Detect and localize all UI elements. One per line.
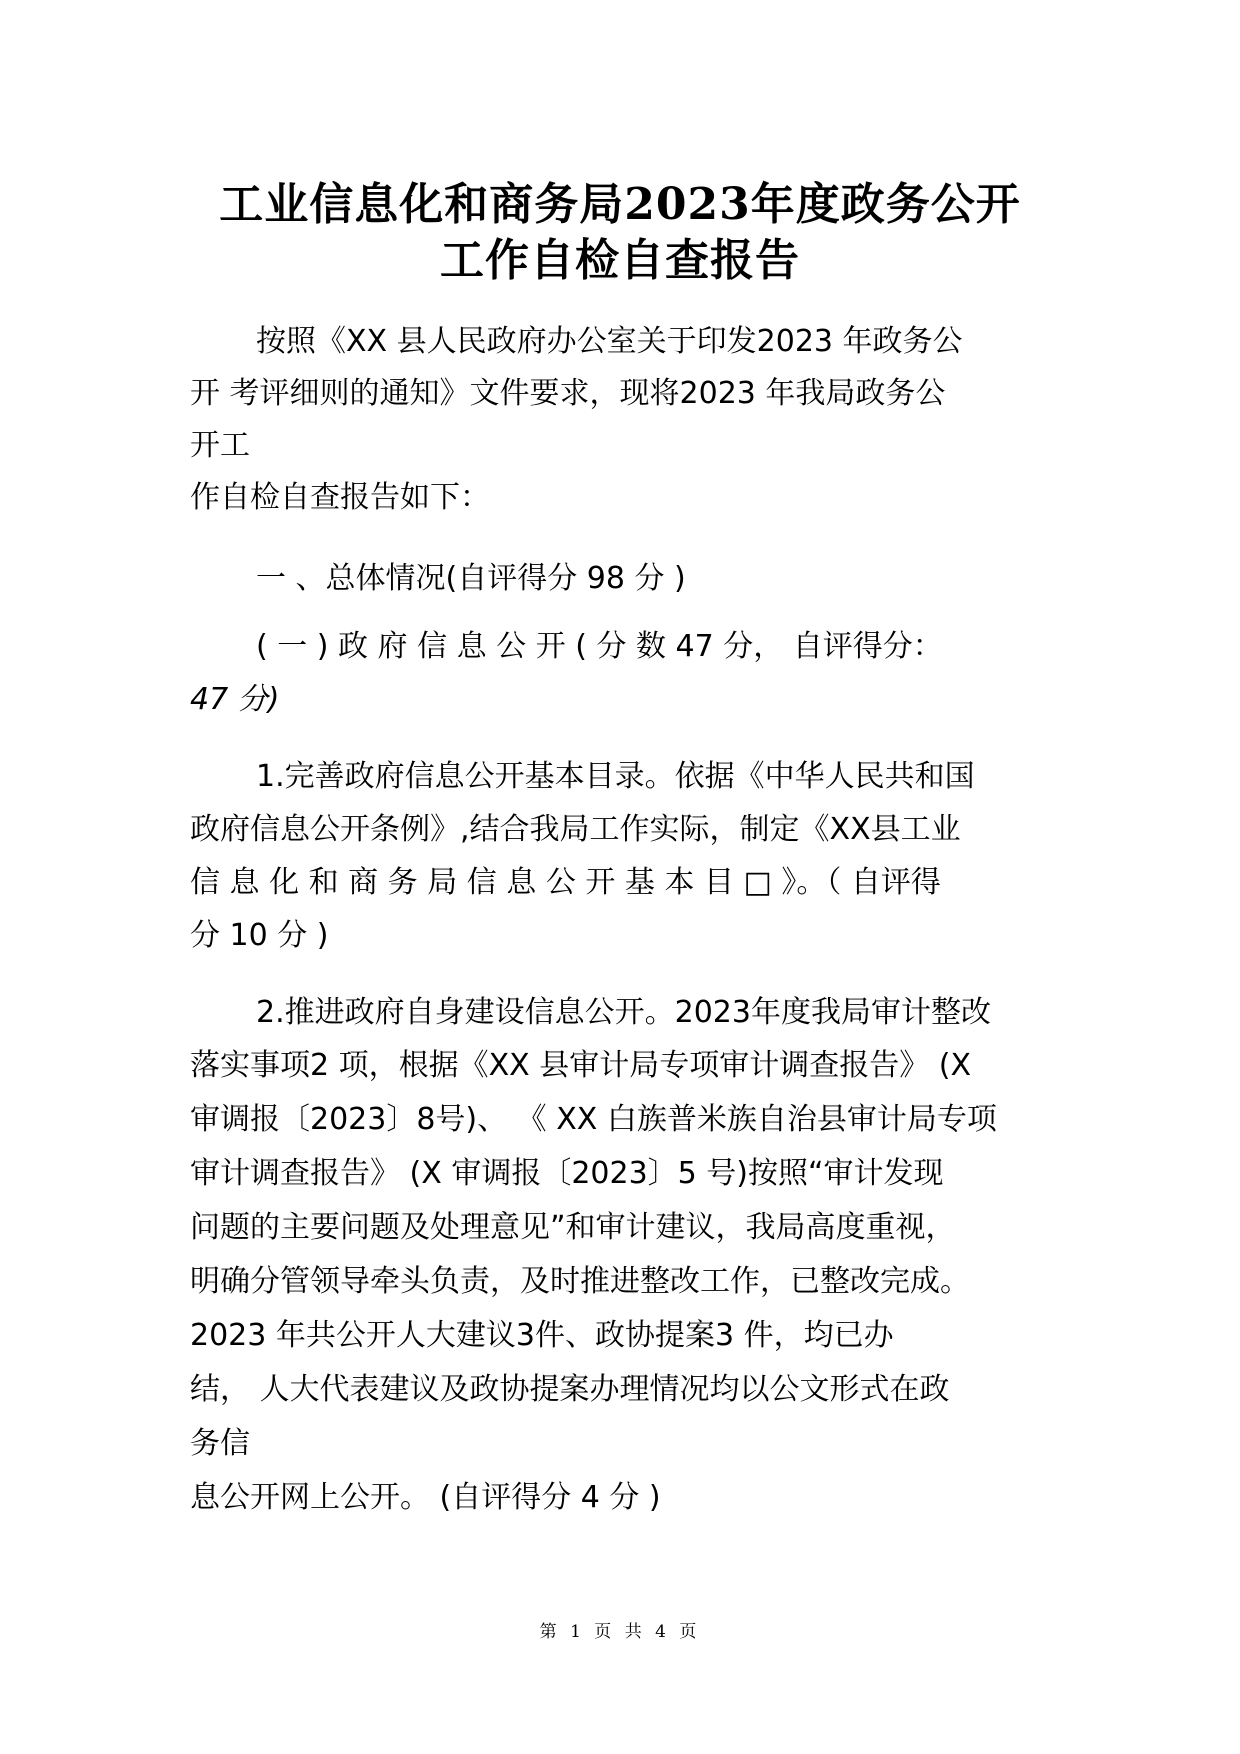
body-line: 问题的主要问题及处理意见”和审计建议，我局高度重视， [190, 1210, 956, 1245]
body-line: 1.完善政府信息公开基本目录。依据《中华人民共和国 [256, 759, 975, 794]
document-title-line-2: 工作自检自查报告 [440, 235, 800, 286]
body-line: 结， 人大代表建议及政协提案办理情况均以公文形式在政 [190, 1372, 950, 1407]
section-heading: 一 、总体情况(自评得分 98 分 ) [256, 561, 686, 596]
body-line: 2.推进政府自身建设信息公开。2023年度我局审计整改 [256, 995, 991, 1030]
body-line: 信 息 化 和 商 务 局 信 息 公 开 基 本 目 □ 》。（ 自评得 [190, 865, 941, 900]
page-footer: 第 1 页 共 4 页 [539, 1622, 701, 1642]
body-line: 政府信息公开条例》,结合我局工作实际，制定《XX县工业 [190, 812, 961, 847]
body-line: 审调报〔2023〕8号)、 《 XX 白族普米族自治县审计局专项 [190, 1102, 997, 1137]
subsection-heading-cont: 47 分) [190, 682, 280, 717]
body-line: 开工 [190, 428, 250, 463]
body-line: 务信 [190, 1426, 250, 1461]
body-line: 明确分管领导牵头负责，及时推进整改工作，已整改完成。 [190, 1264, 970, 1299]
subsection-heading: ( 一 ) 政 府 信 息 公 开 ( 分 数 47 分， 自评得分： [256, 629, 943, 664]
body-line: 息公开网上公开。 (自评得分 4 分 ) [190, 1480, 661, 1515]
body-line: 分 10 分 ) [190, 918, 329, 953]
document-title-line-1: 工业信息化和商务局2023年度政务公开 [219, 179, 1021, 230]
body-line: 开 考评细则的通知》文件要求，现将2023 年我局政务公 [190, 376, 946, 411]
body-line: 作自检自查报告如下： [190, 480, 490, 515]
body-line: 2023 年共公开人大建议3件、政协提案3 件，均已办 [190, 1318, 894, 1353]
body-line: 按照《XX 县人民政府办公室关于印发2023 年政务公 [256, 324, 963, 359]
body-line: 落实事项2 项，根据《XX 县审计局专项审计调查报告》 (X [190, 1048, 972, 1083]
body-line: 审计调查报告》 (X 审调报〔2023〕5 号)按照“审计发现 [190, 1156, 944, 1191]
